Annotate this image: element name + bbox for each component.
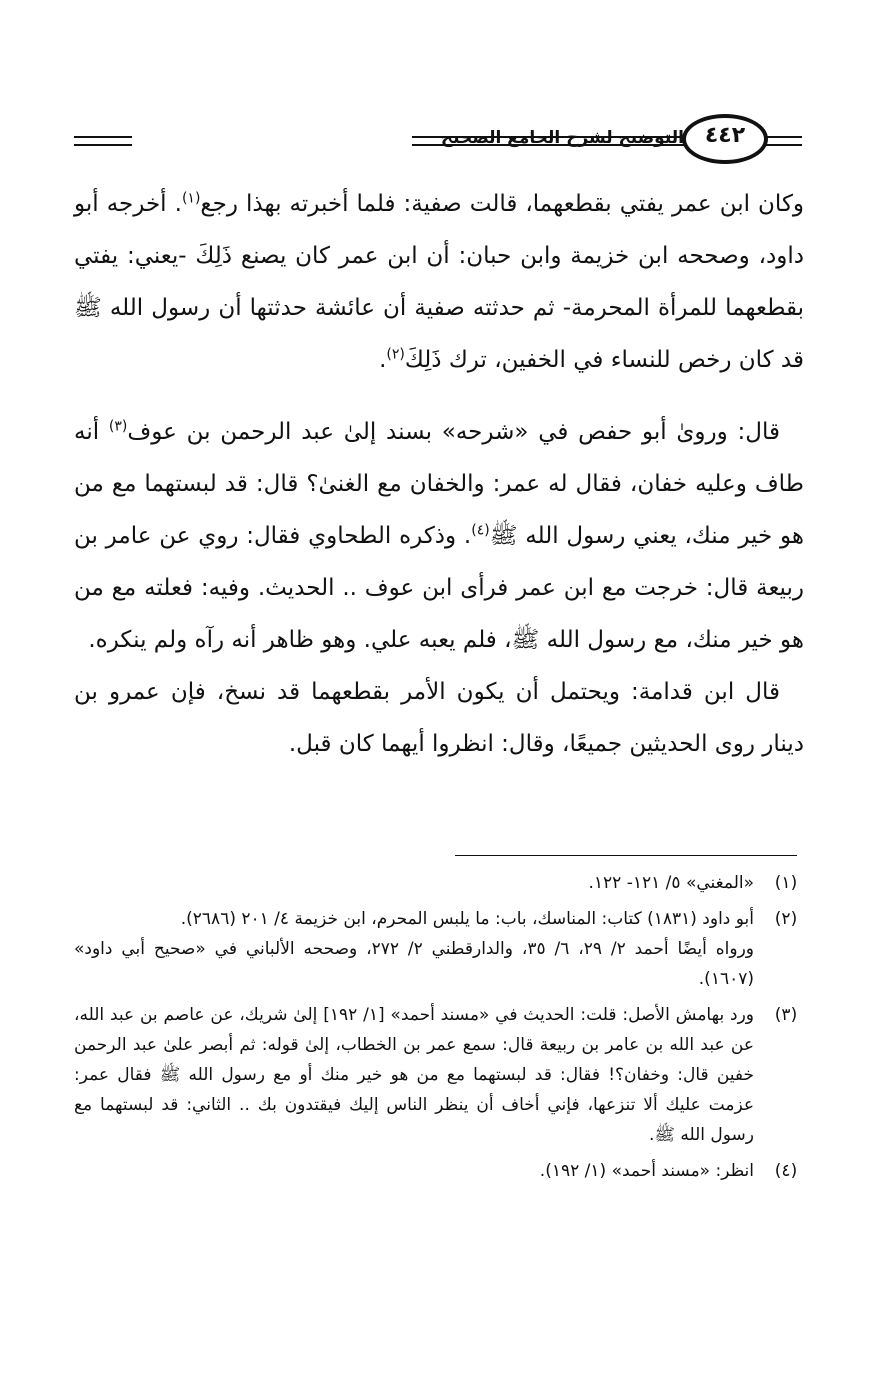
footnote-2 bbox=[74, 904, 806, 994]
footnote-4-number: (٤) bbox=[774, 1161, 798, 1181]
paragraph-2-part-3: . وذكره الطحاوي فقال: روي عن عامر بن ربيعة قال: خرجت مع ابن عمر فرأى ابن عوف .. الحديث. وفيه: فعلته مع من هو خير منك، مع رسول الله ﷺ، فلم يعبه علي. وهو ظاهر أنه رآه ولم ينكره. bbox=[74, 523, 804, 653]
header-rule-left bbox=[74, 136, 132, 146]
footnote-2-text-continued: ورواه أيضًا أحمد ٢/ ٢٩، ٦/ ٣٥، والدارقطني ٢/ ٢٧٢، وصححه الألباني في «صحيح أبي داود» (١٦٠٧). bbox=[74, 939, 754, 989]
footnote-1 bbox=[74, 868, 806, 898]
page-header bbox=[74, 112, 802, 170]
paragraph-3 bbox=[74, 666, 804, 770]
footnote-ref-1: (١) bbox=[181, 190, 201, 207]
main-text bbox=[74, 178, 804, 770]
paragraph-2-part-1: قال: وروىٰ أبو حفص في «شرحه» بسند إلىٰ عبد الرحمن بن عوف bbox=[127, 419, 780, 445]
footnote-3 bbox=[74, 1000, 806, 1150]
book-title: التوضيح لشرح الجامع الصحيح bbox=[440, 128, 684, 148]
footnote-ref-4: (٤) bbox=[471, 522, 490, 539]
footnote-4-text: انظر: «مسند أحمد» (١/ ١٩٢). bbox=[539, 1161, 754, 1181]
paragraph-1-part-2: . أخرجه أبو داود، وصححه ابن خزيمة وابن حبان: أن ابن عمر كان يصنع ذَلِكَ -يعني: يفتي بقطعهما للمرأة المحرمة- ثم حدثته صفية أن عائشة حدثتها أن رسول الله ﷺ قد كان رخص للنساء في الخفين، ترك ذَلِكَ bbox=[74, 191, 804, 373]
paragraph-1 bbox=[74, 178, 804, 386]
footnote-3-number: (٣) bbox=[774, 1005, 798, 1025]
footnote-separator bbox=[455, 855, 797, 856]
footnote-1-text: «المغني» ٥/ ١٢١- ١٢٢. bbox=[588, 873, 754, 893]
footnote-3-text: ورد بهامش الأصل: قلت: الحديث في «مسند أحمد» [١/ ١٩٢] إلىٰ شريك، عن عاصم بن عبد الله، عن عبد الله بن عامر بن ربيعة قال: سمع عمر بن الخطاب، إلىٰ قوله: ثم أبصر علىٰ عبد الرحمن خفين قال: وخفان؟! فقال: قد لبستهما مع من هو خير منك أو مع رسول الله ﷺ فقال عمر: عزمت عليك ألا تنزعها، فإني أخاف أن ينظر الناس إليك فيقتدون بك .. الثاني: قد لبستهما مع رسول الله ﷺ. bbox=[74, 1005, 754, 1145]
page-number: ٤٤٢ bbox=[704, 123, 746, 148]
paragraph-1-part-3: . bbox=[379, 347, 387, 373]
footnotes bbox=[74, 868, 806, 1192]
paragraph-3-text: قال ابن قدامة: ويحتمل أن يكون الأمر بقطعهما قد نسخ، فإن عمرو بن دينار روى الحديثين جميعًا، وقال: انظروا أيهما كان قبل. bbox=[74, 679, 804, 757]
paragraph-2 bbox=[74, 406, 804, 666]
footnote-ref-2: (٢) bbox=[386, 346, 405, 363]
footnote-1-number: (١) bbox=[774, 873, 798, 893]
paragraph-2-part-2: أنه طاف وعليه خفان، فقال له عمر: والخفان مع الغنىٰ؟ قال: قد لبستهما مع من هو خير منك، يعني رسول الله ﷺ bbox=[74, 419, 804, 549]
footnote-2-number: (٢) bbox=[774, 909, 798, 929]
footnote-4 bbox=[74, 1156, 806, 1186]
footnote-ref-3: (٣) bbox=[108, 418, 128, 435]
header-rule-right bbox=[766, 136, 802, 146]
footnote-2-text: أبو داود (١٨٣١) كتاب: المناسك، باب: ما يلبس المحرم، ابن خزيمة ٤/ ٢٠١ (٢٦٨٦). bbox=[180, 909, 754, 929]
paragraph-1-part-1: وكان ابن عمر يفتي بقطعهما، قالت صفية: فلما أخبرته بهذا رجع bbox=[200, 191, 804, 217]
